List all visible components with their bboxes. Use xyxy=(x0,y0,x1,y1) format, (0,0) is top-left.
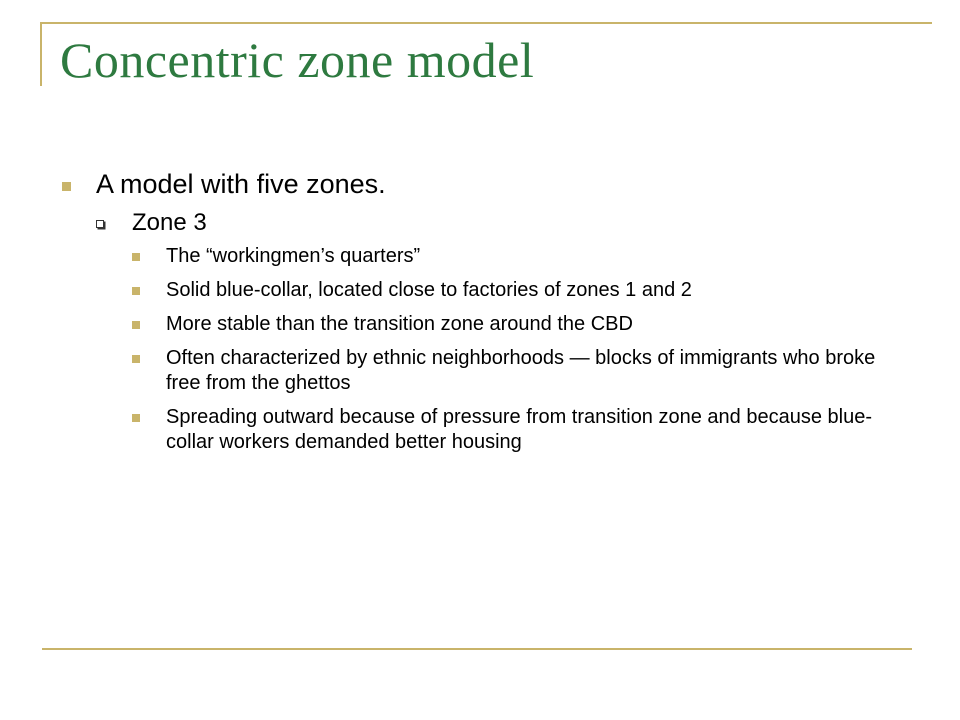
bullet-text: A model with five zones. xyxy=(96,169,386,199)
slide-title: Concentric zone model xyxy=(60,32,535,88)
bullet-level1 xyxy=(60,168,900,202)
frame-left-rule xyxy=(40,22,42,86)
square-bullet-icon xyxy=(132,253,140,261)
square-bullet-icon xyxy=(132,414,140,422)
bullet-level3 xyxy=(132,346,896,396)
square-bullet-icon xyxy=(132,321,140,329)
bullet-level3 xyxy=(132,278,896,303)
bullet-text: The “workingmen’s quarters” xyxy=(166,244,421,267)
hollow-square-bullet-icon xyxy=(96,220,104,228)
bullet-level3 xyxy=(132,312,896,337)
square-bullet-icon xyxy=(132,287,140,295)
slide-body xyxy=(60,168,900,464)
bullet-text: Spreading outward because of pressure from transition zone and because blue-collar workers demanded better housing xyxy=(166,405,872,453)
bullet-text: More stable than the transition zone around the CBD xyxy=(166,312,633,335)
square-bullet-icon xyxy=(132,355,140,363)
bullet-level3 xyxy=(132,244,896,269)
bullet-level3 xyxy=(132,405,896,455)
bullet-text: Solid blue-collar, located close to factories of zones 1 and 2 xyxy=(166,278,692,301)
bullet-text: Zone 3 xyxy=(132,208,207,236)
bullet-level3-list xyxy=(132,244,900,455)
square-bullet-icon xyxy=(62,182,71,191)
bullet-level2 xyxy=(96,208,900,238)
frame-bottom-rule xyxy=(42,648,912,650)
frame-top-rule xyxy=(40,22,932,24)
bullet-text: Often characterized by ethnic neighborhoods — blocks of immigrants who broke free from the ghettos xyxy=(166,346,876,394)
